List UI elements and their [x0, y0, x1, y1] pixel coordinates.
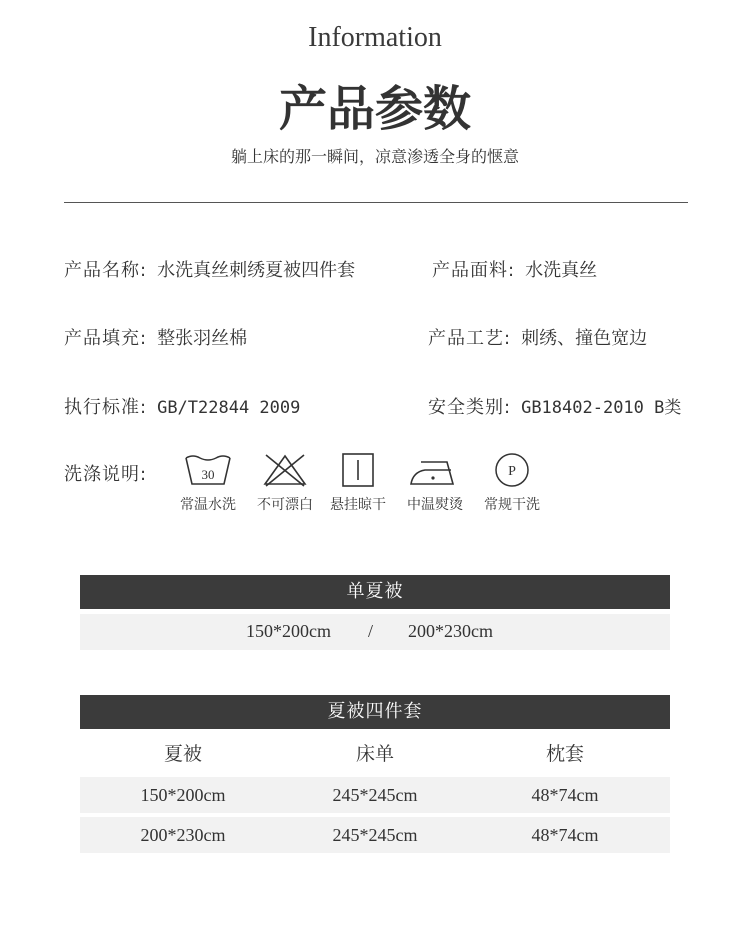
care-wash	[172, 452, 244, 514]
size-separator: /	[368, 621, 374, 641]
spec-label: 产品填充:	[64, 328, 148, 349]
divider	[64, 202, 688, 203]
info-heading-en: Information	[308, 22, 442, 53]
size-a: 150*200cm	[246, 621, 331, 641]
care-caption: 悬挂晾干	[330, 497, 386, 513]
four-piece-title: 夏被四件套	[80, 695, 670, 729]
table-row	[80, 817, 670, 853]
tagline: 躺上床的那一瞬间，凉意渗透全身的惬意	[230, 147, 519, 166]
care-label: 洗涤说明:	[64, 464, 148, 485]
header-sheet: 床单	[355, 743, 394, 765]
care-hang-dry	[322, 452, 394, 514]
wash-30-icon	[183, 452, 233, 488]
single-quilt-sizes	[80, 614, 670, 650]
spec-value: 整张羽丝棉	[157, 328, 248, 349]
spec-label: 产品面料:	[432, 260, 516, 281]
care-dry-clean	[476, 452, 548, 514]
dry-clean-letter: P	[508, 464, 516, 479]
spec-value: 水洗真丝	[525, 260, 598, 281]
spec-fabric	[432, 256, 597, 282]
spec-label: 安全类别:	[428, 397, 512, 418]
spec-label: 产品名称:	[64, 260, 148, 281]
spec-standard	[64, 393, 300, 419]
iron-medium-icon	[407, 452, 463, 488]
size-b: 200*230cm	[408, 621, 493, 641]
wash-temp-text: 30	[201, 467, 215, 482]
care-caption: 常温水洗	[180, 497, 236, 513]
spec-value: 刺绣、撞色宽边	[521, 328, 648, 349]
hang-dry-icon	[333, 452, 383, 488]
header-quilt: 夏被	[163, 743, 202, 765]
no-bleach-icon	[260, 452, 310, 488]
care-caption: 常规干洗	[484, 497, 540, 513]
spec-value: GB18402-2010 B类	[521, 398, 682, 418]
cell-quilt: 150*200cm	[140, 785, 226, 805]
dry-clean-p-icon	[487, 452, 537, 488]
care-caption: 不可漂白	[257, 497, 313, 513]
spec-craft	[428, 324, 647, 350]
spec-safety	[428, 393, 681, 419]
care-iron	[399, 452, 471, 514]
cell-pillowcase: 48*74cm	[531, 825, 599, 845]
spec-label: 产品工艺:	[428, 328, 512, 349]
spec-label: 执行标准:	[64, 397, 148, 418]
cell-sheet: 245*245cm	[332, 825, 418, 845]
cell-pillowcase: 48*74cm	[531, 785, 599, 805]
cell-sheet: 245*245cm	[332, 785, 418, 805]
header-pillowcase: 枕套	[545, 743, 584, 765]
table-header-row	[80, 736, 670, 772]
spec-filling	[64, 324, 247, 350]
spec-product-name	[64, 256, 355, 282]
cell-quilt: 200*230cm	[140, 825, 226, 845]
single-quilt-title: 单夏被	[80, 575, 670, 609]
care-no-bleach	[249, 452, 321, 514]
info-heading-cn: 产品参数	[278, 81, 471, 137]
spec-value: 水洗真丝刺绣夏被四件套	[157, 260, 356, 281]
care-caption: 中温熨烫	[407, 497, 463, 513]
table-row	[80, 777, 670, 813]
spec-value: GB/T22844 2009	[157, 398, 301, 418]
